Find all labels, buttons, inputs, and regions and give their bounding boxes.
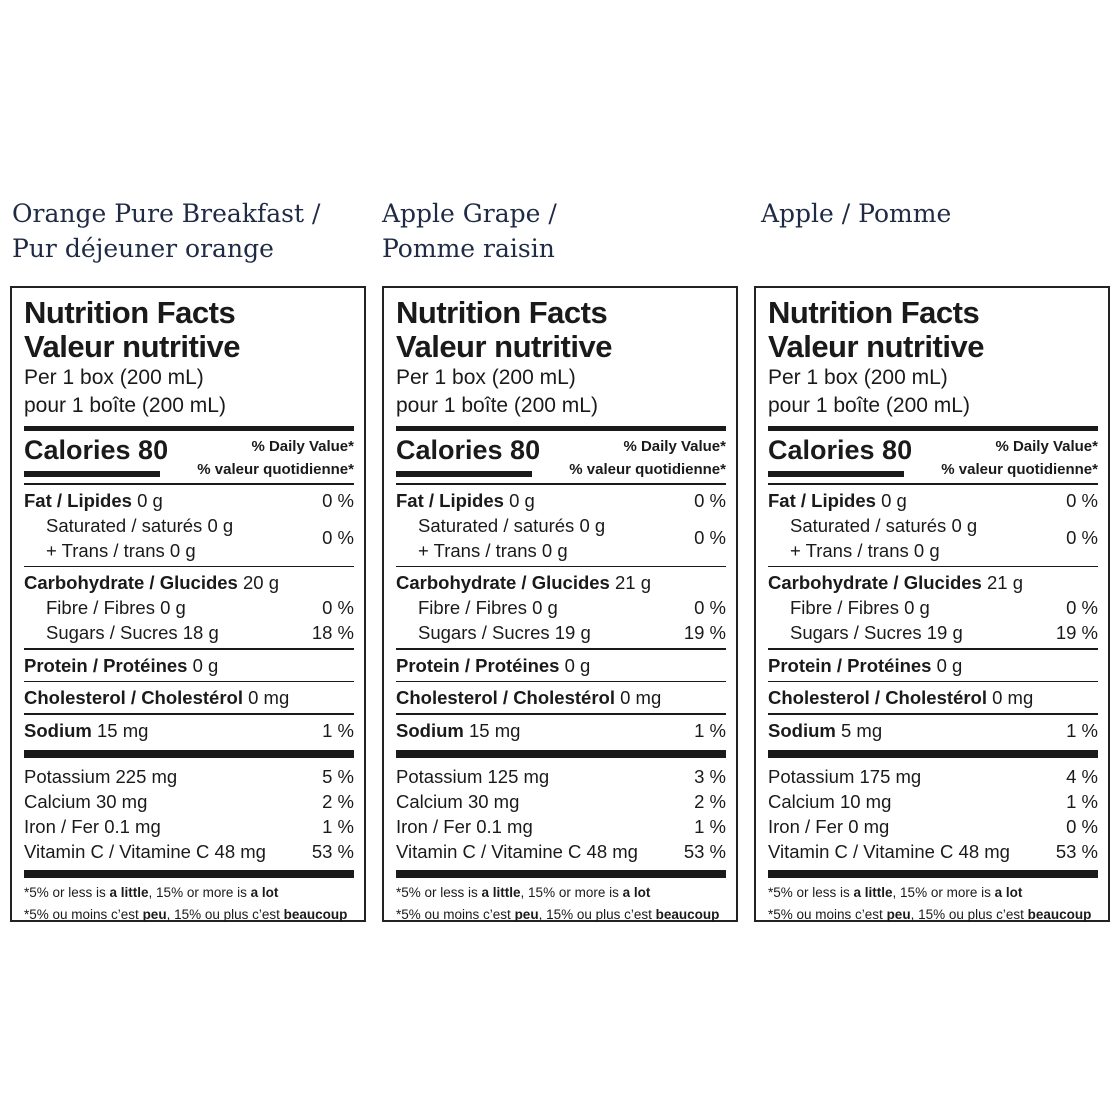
- footnote-fr-mid: , 15% ou plus c’est: [910, 906, 1028, 922]
- divider: [768, 426, 1098, 431]
- sodium-label: Sodium: [768, 719, 836, 741]
- carbohydrate-section: [24, 567, 354, 648]
- sodium-percent: 1 %: [694, 719, 726, 741]
- saturated-trans-group: [768, 513, 1098, 563]
- sodium-section: [768, 715, 1098, 746]
- footnote-en-mid: , 15% or more is: [892, 884, 995, 900]
- calcium-label: Calcium 10 mg: [768, 790, 892, 812]
- fat-amount: 0 g: [881, 489, 907, 511]
- cholesterol-row: [768, 685, 1098, 710]
- vitamin-c-row: [768, 839, 1098, 864]
- sodium-amount: 5 mg: [840, 719, 883, 741]
- vitamin-c-percent: 53 %: [1055, 840, 1098, 862]
- serving-size-fr: pour 1 boîte (200 mL): [24, 394, 226, 417]
- nutrition-facts-heading-fr: Valeur nutritive: [768, 329, 984, 364]
- nutrition-facts-heading-fr: Valeur nutritive: [396, 329, 612, 364]
- footnote-fr-peu: peu: [514, 906, 539, 922]
- footnote-fr-mid: , 15% ou plus c’est: [538, 906, 656, 922]
- calories-row: [24, 435, 354, 481]
- product-title: [382, 196, 557, 266]
- carbohydrate-label: Carbohydrate / Glucides: [396, 572, 610, 593]
- protein-row: [24, 653, 354, 678]
- iron-row: [768, 814, 1098, 839]
- cholesterol-label: Cholesterol / Cholestérol: [768, 687, 987, 708]
- nutrition-facts-panel: [382, 286, 738, 922]
- cholesterol-amount: 0 mg: [248, 687, 290, 708]
- sodium-row: [396, 718, 726, 743]
- saturated-row: Saturated / saturés 0 g: [46, 514, 234, 536]
- nutrition-facts-heading-en: Nutrition Facts: [24, 295, 236, 330]
- potassium-row: [396, 764, 726, 789]
- calcium-row: [768, 789, 1098, 814]
- sodium-percent: 1 %: [322, 719, 354, 741]
- calories-underline: [768, 471, 904, 477]
- calcium-label: Calcium 30 mg: [396, 790, 520, 812]
- footnote-en-mid: , 15% or more is: [148, 884, 251, 900]
- footnote-en-lot: a lot: [622, 884, 651, 900]
- serving-size-fr: pour 1 boîte (200 mL): [768, 394, 970, 417]
- cholesterol-label: Cholesterol / Cholestérol: [24, 687, 243, 708]
- fat-row: [768, 488, 1098, 513]
- calories-label: Calories 80: [768, 435, 913, 465]
- footnote-en-little: a little: [481, 884, 521, 900]
- product-title-line1: Apple / Pomme: [761, 199, 952, 228]
- fibre-percent: 0 %: [322, 597, 354, 618]
- footnote-fr-pre: *5% ou moins c’est: [768, 906, 887, 922]
- fibre-row: [396, 595, 726, 620]
- fat-section: [396, 485, 726, 566]
- fibre-label: Fibre / Fibres 0 g: [418, 597, 558, 618]
- protein-amount: 0 g: [564, 654, 591, 676]
- vitamin-c-label: Vitamin C / Vitamine C 48 mg: [24, 840, 266, 862]
- carbohydrate-label: Carbohydrate / Glucides: [24, 572, 238, 593]
- vitamin-c-label: Vitamin C / Vitamine C 48 mg: [396, 840, 638, 862]
- footnote-fr: [768, 904, 1098, 926]
- divider: [396, 426, 726, 431]
- vitamin-c-row: [396, 839, 726, 864]
- serving-size-en: Per 1 box (200 mL): [768, 366, 948, 389]
- trans-row: + Trans / trans 0 g: [46, 539, 196, 561]
- daily-value-header: [941, 435, 1098, 481]
- protein-row: [396, 653, 726, 678]
- calories-row: [768, 435, 1098, 481]
- footnote-en-lot: a lot: [994, 884, 1023, 900]
- footnote-en: [396, 882, 726, 904]
- product-title-line2: Pur déjeuner orange: [12, 234, 274, 263]
- iron-row: [396, 814, 726, 839]
- footnote-en: [768, 882, 1098, 904]
- protein-amount: 0 g: [192, 654, 219, 676]
- potassium-row: [24, 764, 354, 789]
- serving-size-en: Per 1 box (200 mL): [24, 366, 204, 389]
- daily-value-fr: % valeur quotidienne*: [197, 461, 354, 478]
- footnote-fr-peu: peu: [142, 906, 167, 922]
- sugars-percent: 18 %: [311, 622, 354, 643]
- daily-value-en: % Daily Value*: [251, 438, 354, 455]
- iron-percent: 1 %: [694, 815, 726, 837]
- footnote-en-mid: , 15% or more is: [520, 884, 623, 900]
- daily-value-en: % Daily Value*: [623, 438, 726, 455]
- footnote-en-pre: *5% or less is: [396, 884, 482, 900]
- divider-heavy: [24, 750, 354, 758]
- daily-value-fr: % valeur quotidienne*: [569, 461, 726, 478]
- footnote-en-little: a little: [109, 884, 149, 900]
- calcium-row: [396, 789, 726, 814]
- saturated-row: Saturated / saturés 0 g: [418, 514, 606, 536]
- potassium-label: Potassium 225 mg: [24, 765, 178, 787]
- fat-section: [24, 485, 354, 566]
- calcium-row: [24, 789, 354, 814]
- carbohydrate-row: [396, 570, 726, 595]
- iron-label: Iron / Fer 0 mg: [768, 815, 890, 837]
- calories-underline: [24, 471, 160, 477]
- sodium-label: Sodium: [396, 719, 464, 741]
- footnote-fr-mid: , 15% ou plus c’est: [166, 906, 284, 922]
- calories-underline: [396, 471, 532, 477]
- serving-size-en: Per 1 box (200 mL): [396, 366, 576, 389]
- fat-amount: 0 g: [509, 489, 535, 511]
- saturated-trans-group: [396, 513, 726, 563]
- sugars-label: Sugars / Sucres 18 g: [46, 622, 219, 643]
- fat-amount: 0 g: [137, 489, 163, 511]
- fat-section: [768, 485, 1098, 566]
- vitamin-c-row: [24, 839, 354, 864]
- footnote-en-little: a little: [853, 884, 893, 900]
- iron-percent: 1 %: [322, 815, 354, 837]
- carbohydrate-section: [768, 567, 1098, 648]
- protein-label: Protein / Protéines: [396, 654, 560, 676]
- calcium-percent: 1 %: [1066, 790, 1098, 812]
- nutrition-facts-panel: [10, 286, 366, 922]
- protein-amount: 0 g: [936, 654, 963, 676]
- carbohydrate-amount: 21 g: [614, 572, 651, 593]
- product-title-line2: Pomme raisin: [382, 234, 555, 263]
- nutrition-facts-heading-en: Nutrition Facts: [396, 295, 608, 330]
- footnote-fr-beaucoup: beaucoup: [655, 906, 720, 922]
- daily-value-header: [197, 435, 354, 481]
- fat-row: [24, 488, 354, 513]
- sodium-amount: 15 mg: [468, 719, 521, 741]
- fat-label: Fat / Lipides: [24, 489, 132, 511]
- protein-row: [768, 653, 1098, 678]
- footnote-fr: [396, 904, 726, 926]
- calcium-percent: 2 %: [322, 790, 354, 812]
- fibre-percent: 0 %: [694, 597, 726, 618]
- cholesterol-amount: 0 mg: [992, 687, 1034, 708]
- protein-section: [768, 650, 1098, 681]
- sugars-row: [396, 620, 726, 645]
- carbohydrate-row: [768, 570, 1098, 595]
- fibre-row: [24, 595, 354, 620]
- product-title-line1: Apple Grape /: [382, 199, 557, 228]
- divider-heavy: [768, 870, 1098, 878]
- saturated-trans-percent: 0 %: [694, 527, 726, 548]
- sodium-percent: 1 %: [1066, 719, 1098, 741]
- product-title-line1: Orange Pure Breakfast /: [12, 199, 321, 228]
- protein-label: Protein / Protéines: [24, 654, 188, 676]
- cholesterol-section: [396, 682, 726, 713]
- carbohydrate-section: [396, 567, 726, 648]
- nutrition-facts-panel: [754, 286, 1110, 922]
- sugars-percent: 19 %: [683, 622, 726, 643]
- divider: [24, 426, 354, 431]
- divider-heavy: [768, 750, 1098, 758]
- cholesterol-section: [768, 682, 1098, 713]
- footnote-fr: [24, 904, 354, 926]
- serving-size-fr: pour 1 boîte (200 mL): [396, 394, 598, 417]
- sugars-label: Sugars / Sucres 19 g: [418, 622, 591, 643]
- product-title: [761, 196, 951, 231]
- trans-row: + Trans / trans 0 g: [418, 539, 568, 561]
- carbohydrate-label: Carbohydrate / Glucides: [768, 572, 982, 593]
- daily-value-header: [569, 435, 726, 481]
- sugars-row: [768, 620, 1098, 645]
- potassium-percent: 3 %: [694, 765, 726, 787]
- fibre-row: [768, 595, 1098, 620]
- saturated-trans-group: [24, 513, 354, 563]
- vitamin-c-percent: 53 %: [683, 840, 726, 862]
- sodium-row: [24, 718, 354, 743]
- fat-row: [396, 488, 726, 513]
- product-title: [12, 196, 320, 266]
- fat-percent: 0 %: [694, 489, 726, 511]
- iron-percent: 0 %: [1066, 815, 1098, 837]
- sodium-label: Sodium: [24, 719, 92, 741]
- calcium-percent: 2 %: [694, 790, 726, 812]
- footnote-en-pre: *5% or less is: [768, 884, 854, 900]
- footnote-en: [24, 882, 354, 904]
- saturated-trans-percent: 0 %: [322, 527, 354, 548]
- saturated-row: Saturated / saturés 0 g: [790, 514, 978, 536]
- sugars-label: Sugars / Sucres 19 g: [790, 622, 963, 643]
- fibre-label: Fibre / Fibres 0 g: [790, 597, 930, 618]
- cholesterol-section: [24, 682, 354, 713]
- calories-row: [396, 435, 726, 481]
- divider-heavy: [396, 750, 726, 758]
- fibre-label: Fibre / Fibres 0 g: [46, 597, 186, 618]
- footnote-fr-beaucoup: beaucoup: [1027, 906, 1092, 922]
- calories-label: Calories 80: [396, 435, 541, 465]
- carbohydrate-amount: 21 g: [986, 572, 1023, 593]
- sodium-section: [396, 715, 726, 746]
- cholesterol-row: [24, 685, 354, 710]
- divider-heavy: [396, 870, 726, 878]
- fat-label: Fat / Lipides: [396, 489, 504, 511]
- footnote-fr-pre: *5% ou moins c’est: [396, 906, 515, 922]
- carbohydrate-amount: 20 g: [242, 572, 279, 593]
- nutrition-facts-heading-en: Nutrition Facts: [768, 295, 980, 330]
- iron-label: Iron / Fer 0.1 mg: [24, 815, 161, 837]
- fat-percent: 0 %: [1066, 489, 1098, 511]
- protein-section: [396, 650, 726, 681]
- iron-label: Iron / Fer 0.1 mg: [396, 815, 533, 837]
- footnote-fr-pre: *5% ou moins c’est: [24, 906, 143, 922]
- vitamin-c-label: Vitamin C / Vitamine C 48 mg: [768, 840, 1010, 862]
- calcium-label: Calcium 30 mg: [24, 790, 148, 812]
- protein-label: Protein / Protéines: [768, 654, 932, 676]
- iron-row: [24, 814, 354, 839]
- calories-label: Calories 80: [24, 435, 169, 465]
- daily-value-fr: % valeur quotidienne*: [941, 461, 1098, 478]
- footnote-en-lot: a lot: [250, 884, 279, 900]
- potassium-row: [768, 764, 1098, 789]
- potassium-label: Potassium 175 mg: [768, 765, 922, 787]
- vitamin-c-percent: 53 %: [311, 840, 354, 862]
- sodium-row: [768, 718, 1098, 743]
- saturated-trans-percent: 0 %: [1066, 527, 1098, 548]
- daily-value-en: % Daily Value*: [995, 438, 1098, 455]
- fibre-percent: 0 %: [1066, 597, 1098, 618]
- cholesterol-label: Cholesterol / Cholestérol: [396, 687, 615, 708]
- cholesterol-amount: 0 mg: [620, 687, 662, 708]
- fat-label: Fat / Lipides: [768, 489, 876, 511]
- potassium-label: Potassium 125 mg: [396, 765, 550, 787]
- potassium-percent: 4 %: [1066, 765, 1098, 787]
- sugars-percent: 19 %: [1055, 622, 1098, 643]
- footnote-fr-beaucoup: beaucoup: [283, 906, 348, 922]
- sodium-amount: 15 mg: [96, 719, 149, 741]
- sugars-row: [24, 620, 354, 645]
- protein-section: [24, 650, 354, 681]
- footnote-en-pre: *5% or less is: [24, 884, 110, 900]
- carbohydrate-row: [24, 570, 354, 595]
- nutrition-facts-heading-fr: Valeur nutritive: [24, 329, 240, 364]
- cholesterol-row: [396, 685, 726, 710]
- footnote-fr-peu: peu: [886, 906, 911, 922]
- fat-percent: 0 %: [322, 489, 354, 511]
- potassium-percent: 5 %: [322, 765, 354, 787]
- sodium-section: [24, 715, 354, 746]
- trans-row: + Trans / trans 0 g: [790, 539, 940, 561]
- divider-heavy: [24, 870, 354, 878]
